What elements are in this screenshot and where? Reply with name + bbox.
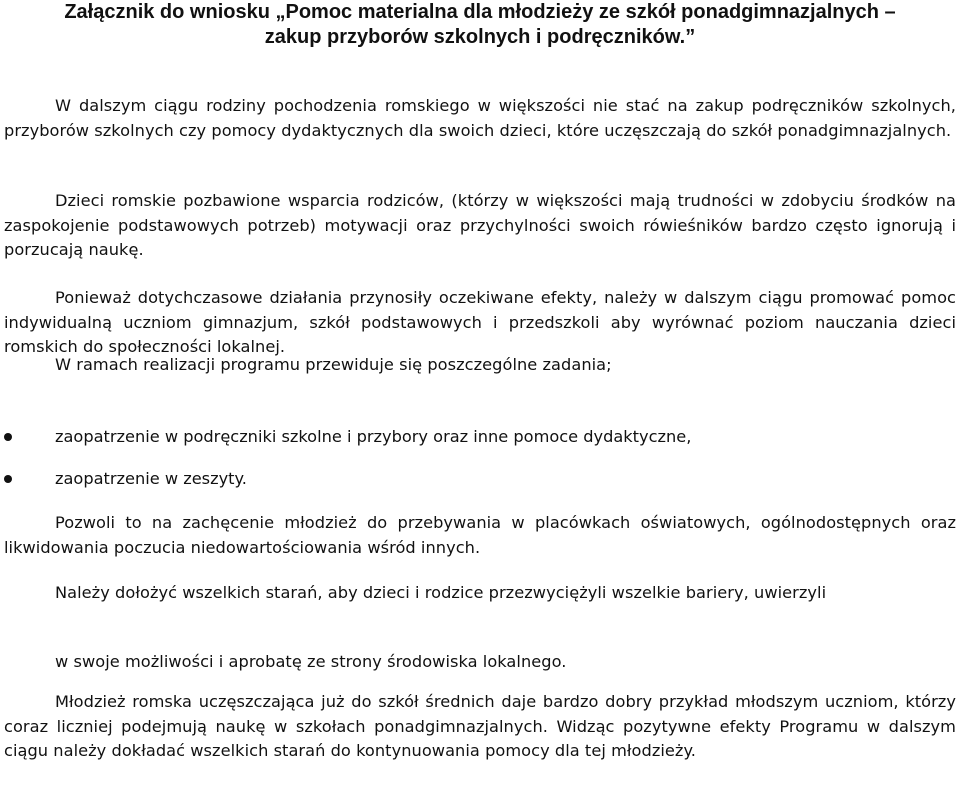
- list-item: [4, 425, 956, 467]
- paragraph-5: Pozwoli to na zachęcenie młodzież do przebywania w placówkach oświatowych, ogólnodostępnych oraz likwidowania poczucia niedowartościowania wśród innych.: [4, 513, 956, 557]
- bullet-icon: [4, 475, 12, 483]
- paragraph-2: Dzieci romskie pozbawione wsparcia rodziców, (którzy w większości mają trudności w zdobyciu środków na zaspokojenie podstawowych potrzeb) motywacji oraz przychylności swoich rówieśników bardzo często ignorują i porzucają naukę.: [4, 191, 956, 259]
- paragraph-3: Ponieważ dotychczasowe działania przynosiły oczekiwane efekty, należy w dalszym ciągu promować pomoc indywidualną uczniom gimnazjum, szkół podstawowych i przedszkoli aby wyrównać poziom nauczania dzieci romskich do społeczności lokalnej.: [4, 288, 956, 356]
- list-item-text: zaopatrzenie w zeszyty.: [55, 469, 247, 488]
- task-list: [4, 425, 956, 509]
- paragraph-6: Należy dołożyć wszelkich starań, aby dzieci i rodzice przezwyciężyli wszelkie bariery, uwierzyli: [55, 583, 827, 602]
- document-title: [4, 0, 956, 50]
- paragraph-8: Młodzież romska uczęszczająca już do szkół średnich daje bardzo dobry przykład młodszym uczniom, którzy coraz liczniej podejmują naukę w szkołach ponadgimnazjalnych. Widząc pozytywne efekty Programu w dalszym ciągu należy dokładać wszelkich starań do kontynuowania pomocy dla tej młodzieży.: [4, 692, 956, 760]
- paragraph-1: W dalszym ciągu rodziny pochodzenia romskiego w większości nie stać na zakup podręczników szkolnych, przyborów szkolnych czy pomocy dydaktycznych dla swoich dzieci, które uczęszczają do szkół ponadgimnazjalnych.: [4, 96, 956, 140]
- paragraph-4: W ramach realizacji programu przewiduje się poszczególne zadania;: [55, 355, 612, 374]
- list-item: [4, 467, 956, 509]
- title-line-1: Załącznik do wniosku „Pomoc materialna dla młodzieży ze szkół ponadgimnazjalnych –: [64, 1, 896, 23]
- document-page: [4, 0, 956, 760]
- paragraph-7: w swoje możliwości i aprobatę ze strony środowiska lokalnego.: [55, 652, 567, 671]
- bullet-icon: [4, 433, 12, 441]
- title-line-2: zakup przyborów szkolnych i podręczników.”: [264, 26, 696, 48]
- list-item-text: zaopatrzenie w podręczniki szkolne i przybory oraz inne pomoce dydaktyczne,: [55, 427, 692, 446]
